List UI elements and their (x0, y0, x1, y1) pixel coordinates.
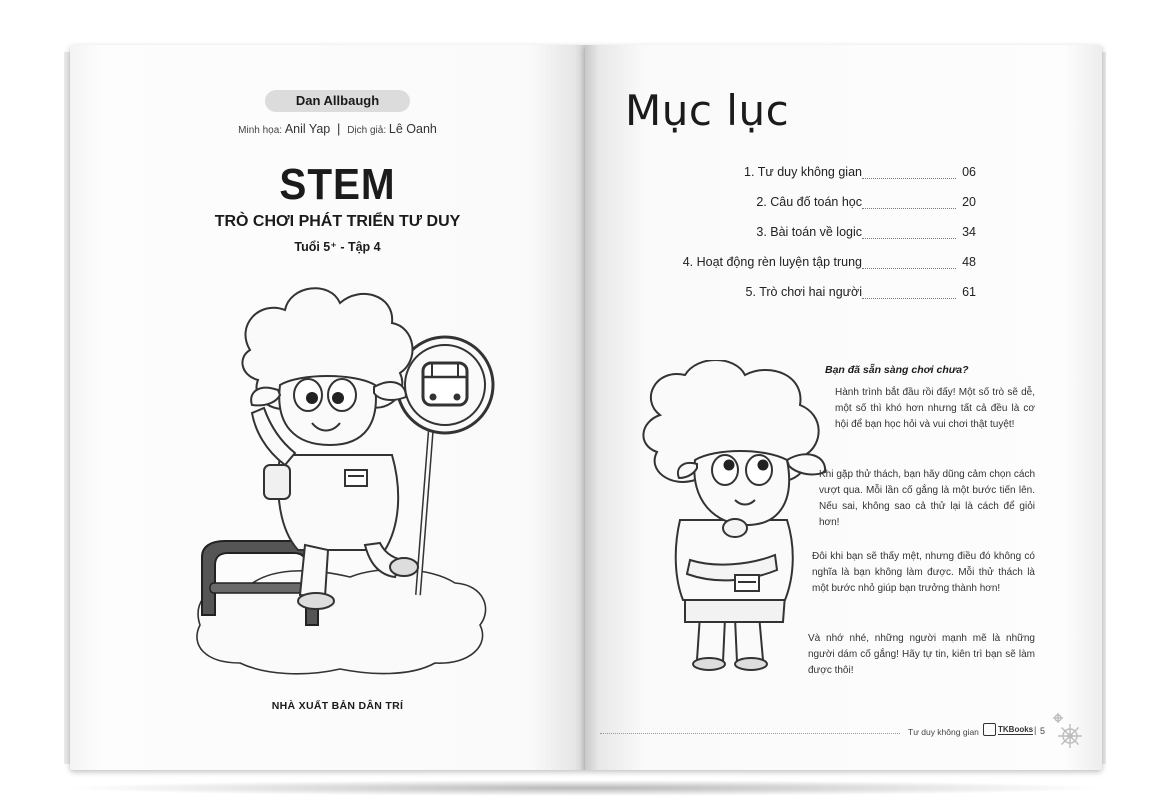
toc-entry-page: 20 (962, 195, 976, 209)
illustrator-label: Minh họa: (238, 125, 283, 136)
ship-wheel-icon (1048, 712, 1088, 752)
toc-entry-page: 34 (962, 225, 976, 239)
toc-entry[interactable] (620, 220, 980, 250)
toc-leader-dots (862, 178, 956, 179)
cover-illustration (180, 265, 500, 685)
toc-entry-page: 61 (962, 285, 976, 299)
translator-name: Lê Oanh (388, 122, 437, 136)
footer-dotted-rule (600, 733, 900, 734)
toc-leader-dots (862, 268, 956, 269)
intro-paragraph: Đôi khi bạn sẽ thấy mệt, nhưng điều đó không có nghĩa là bạn không làm được. Mỗi thử thách là một bước nhỏ giúp bạn trưởng thành hơn! (812, 551, 1035, 594)
age-volume: Tuổi 5⁺ - Tập 4 (294, 240, 381, 254)
toc-entry-label: 5. Trò chơi hai người (745, 285, 862, 299)
thinking-sheep-illustration (635, 360, 835, 680)
author-name: Dan Allbaugh (265, 90, 410, 112)
toc-entry[interactable] (620, 190, 980, 220)
footer-section-name: Tư duy không gian (908, 727, 979, 737)
toc-entry-label: 2. Câu đố toán học (756, 195, 862, 209)
translator-label: Dịch giả: (347, 125, 387, 136)
toc-leader-dots (862, 238, 956, 239)
toc-title: Mục lục (625, 86, 790, 135)
credits-separator: | (337, 121, 341, 136)
logo-mark-icon (983, 723, 996, 736)
toc-entry[interactable] (620, 160, 980, 190)
book-title: STEM (279, 160, 396, 209)
book-subtitle: TRÒ CHƠI PHÁT TRIỂN TƯ DUY (214, 213, 461, 230)
toc-entry-page: 48 (962, 255, 976, 269)
ready-heading: Bạn đã sẵn sàng chơi chưa? (825, 364, 969, 376)
intro-paragraph: Hành trình bắt đầu rồi đấy! Một số trò sẽ dễ, một số thì khó hơn nhưng tất cả đều là cơ hội để bạn học hỏi và vui chơi thật tuyệt! (835, 387, 1035, 430)
page-number: 5 (1040, 726, 1046, 736)
toc-leader-dots (862, 298, 956, 299)
toc-entry[interactable] (620, 280, 980, 310)
sheep-thinking-icon (643, 360, 825, 670)
footer-separator: | (1034, 725, 1037, 735)
book-shadow (60, 780, 1110, 796)
intro-paragraph: Khi gặp thử thách, bạn hãy dũng cảm chọn cách vượt qua. Mỗi lần cố gắng là một bước tiến lên. Nếu sai, không sao cả thử lại là cách để giỏi hơn! (819, 469, 1035, 528)
logo-text: TKBooks (998, 724, 1034, 734)
bus-stop-sign-icon (397, 337, 493, 595)
toc-entry-label: 3. Bài toán về logic (756, 225, 862, 239)
credits-line (200, 121, 475, 136)
illustrator-name: Anil Yap (284, 122, 331, 136)
toc-entry-page: 06 (962, 165, 976, 179)
toc-entry[interactable] (620, 250, 980, 280)
table-of-contents (620, 160, 980, 310)
toc-entry-label: 1. Tư duy không gian (744, 165, 862, 179)
publisher-name: NHÀ XUẤT BẢN DÂN TRÍ (271, 700, 404, 712)
toc-entry-label: 4. Hoạt động rèn luyện tập trung (682, 255, 862, 269)
publisher-logo (983, 723, 1033, 736)
intro-paragraph: Và nhớ nhé, những người mạnh mẽ là những người dám cố gắng! Hãy tự tin, kiên trì bạn sẽ làm được thôi! (808, 633, 1035, 676)
sheep-icon (242, 288, 418, 609)
toc-leader-dots (862, 208, 956, 209)
